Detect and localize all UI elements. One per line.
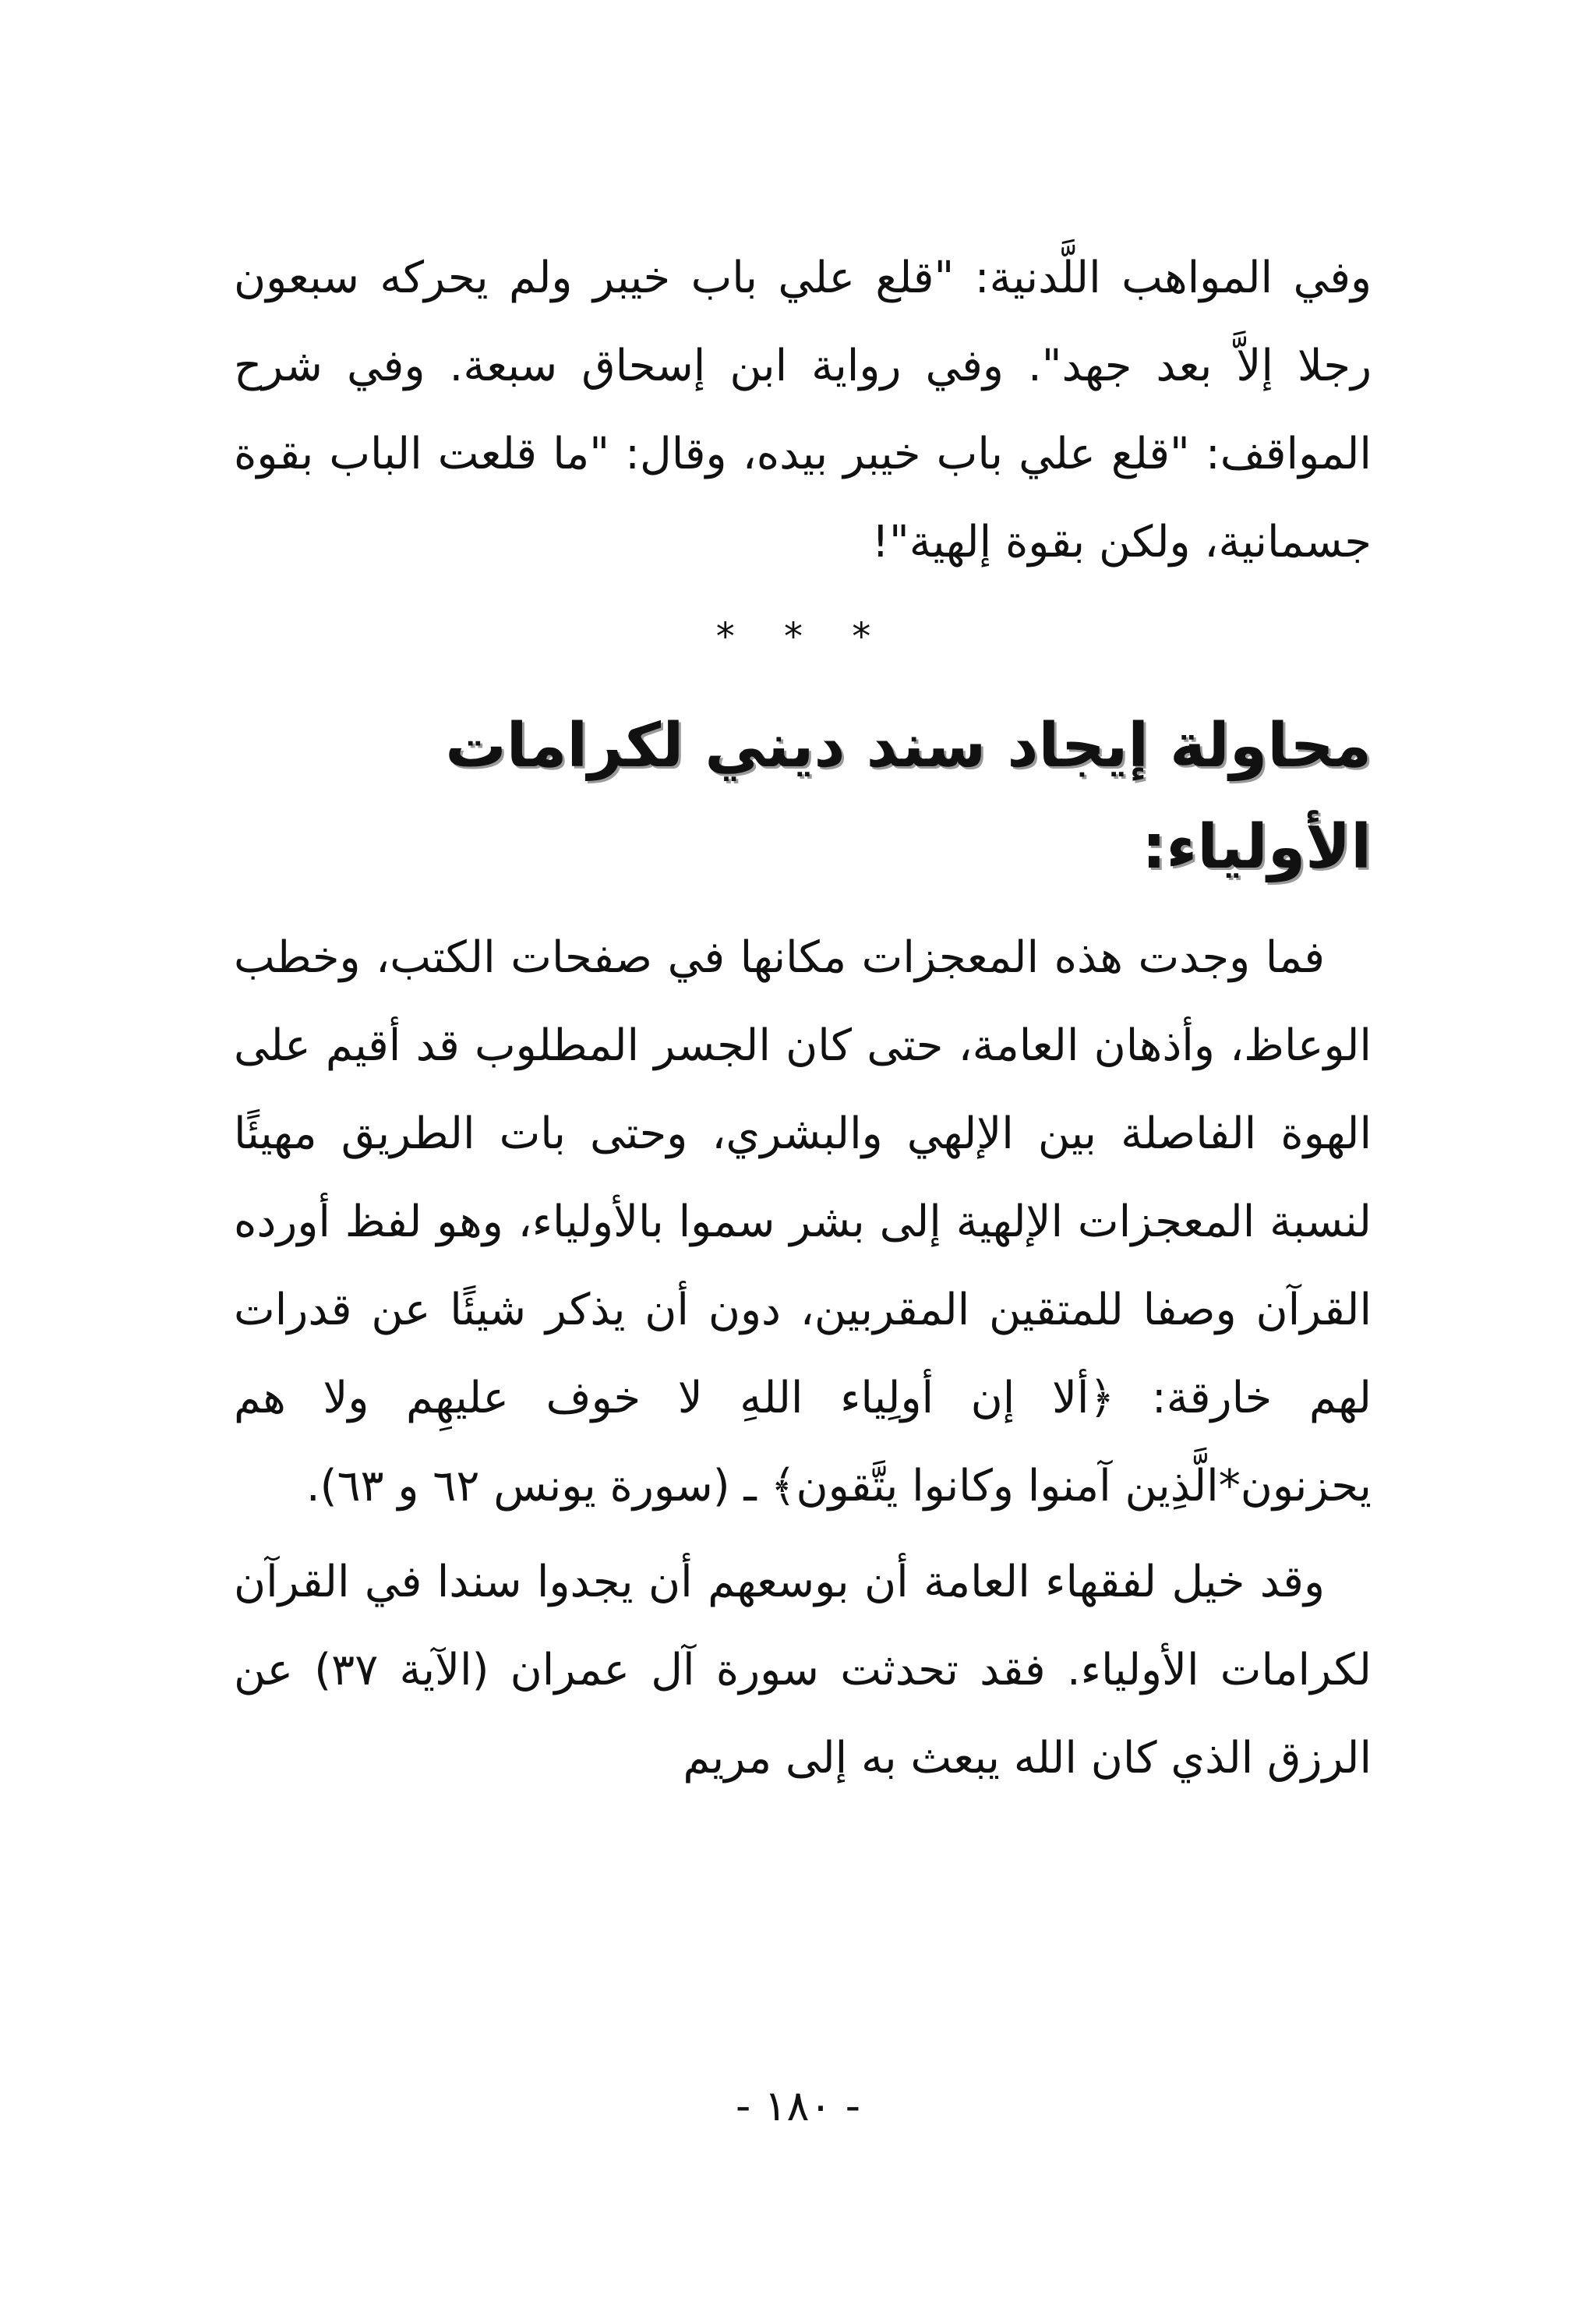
page-content	[234, 234, 1372, 1802]
section-separator: * * *	[715, 615, 890, 659]
body-paragraph-1: فما وجدت هذه المعجزات مكانها في صفحات الكتب، وخطب الوعاظ، وأذهان العامة، حتى كان الجسر المطلوب قد أقيم على الهوة الفاصلة بين الإلهي والبشري، وحتى بات الطريق مهيئًا لنسبة المعجزات الإلهية إلى بشر سموا بالأولياء، وهو لفظ أورده القرآن وصفا للمتقين المقربين، دون أن يذكر شيئًا عن قدرات لهم خارقة: ﴿ألا إن أولِياء اللهِ لا خوف عليهِم ولا هم يحزنون*الَّذِين آمنوا وكانوا يتَّقون﴾ ـ (سورة يونس ٦٢ و ٦٣).	[234, 932, 1372, 1511]
body-paragraph-2: وقد خيل لفقهاء العامة أن بوسعهم أن يجدوا سندا في القرآن لكرامات الأولياء. فقد تحدثت سورة آل عمران (الآية ٣٧) عن الرزق الذي كان الله يبعث به إلى مريم	[234, 1557, 1372, 1784]
opening-paragraph: وفي المواهب اللَّدنية: "قلع علي باب خيبر ولم يحركه سبعون رجلا إلاَّ بعد جهد". وفي رواية ابن إسحاق سبعة. وفي شرح المواقف: "قلع علي باب خيبر بيده، وقال: "ما قلعت الباب بقوة جسمانية، ولكن بقوة إلهية"!	[234, 253, 1372, 567]
page-number: - ١٨٠ -	[735, 2081, 861, 2130]
paragraph-gap	[234, 1530, 1372, 1538]
section-heading: محاولة إيجاد سند ديني لكرامات الأولياء:	[445, 711, 1372, 882]
